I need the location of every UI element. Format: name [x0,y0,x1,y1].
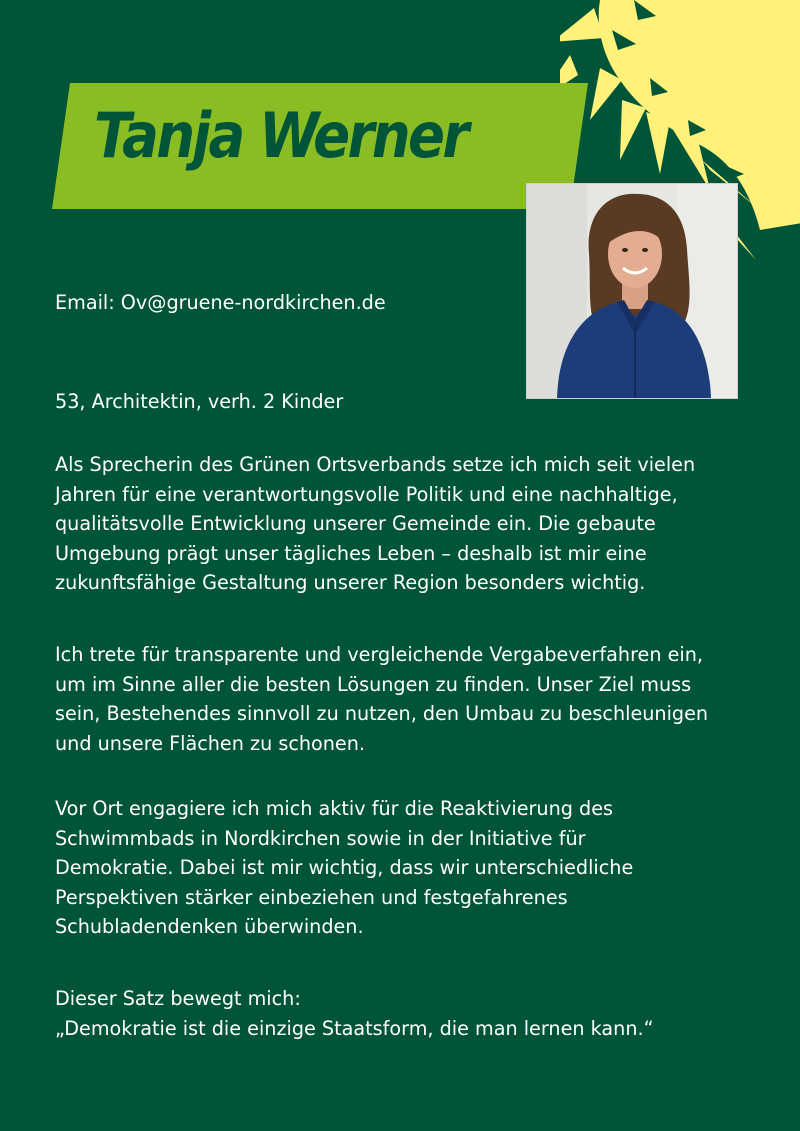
paragraph-goals [55,640,708,758]
text-line: Ich trete für transparente und vergleichende Vergabeverfahren ein, [55,643,703,666]
text-line: Jahren für eine verantwortungsvolle Politik und eine nachhaltige, [55,482,678,506]
text-line: Perspektiven stärker einbeziehen und festgefahrenes [55,885,568,909]
text-line: Schwimmbads in Nordkirchen sowie in der Initiative für [55,826,586,850]
name-banner [52,83,592,209]
text-line: und unsere Flächen zu schonen. [55,731,365,755]
age-profession-line: 53, Architektin, verh. 2 Kinder [55,390,344,413]
text-line: Schubladendenken überwinden. [55,915,364,938]
text-line: qualitätsvolle Entwicklung unserer Gemeinde ein. Die gebaute [55,512,656,535]
text-line: um im Sinne aller die besten Lösungen zu finden. Unser Ziel muss [55,672,692,696]
paragraph-engagement [55,794,633,942]
text-line: Als Sprecherin des Grünen Ortsverbands setze ich mich seit vielen [55,453,696,476]
quote-line: „Demokratie ist die einzige Staatsform, die man lernen kann.“ [55,1016,654,1040]
text-line: Vor Ort engagiere ich mich aktiv für die Reaktivierung des [55,797,613,820]
portrait-photo [526,183,738,399]
text-line: Dieser Satz bewegt mich: [55,987,301,1010]
text-line: Umgebung prägt unser tägliches Leben – deshalb ist mir eine [55,541,647,565]
text-line: Demokratie. Dabei ist mir wichtig, dass wir unterschiedliche [55,856,634,879]
text-line: sein, Bestehendes sinnvoll zu nutzen, den Umbau zu beschleunigen [55,702,709,725]
paragraph-intro [55,450,695,598]
paragraph-quote [55,984,654,1043]
text-line: zukunftsfähige Gestaltung unserer Region besonders wichtig. [55,571,646,594]
person-name: Tanja Werner [94,99,467,172]
email-line: Email: Ov@gruene-nordkirchen.de [55,291,386,314]
